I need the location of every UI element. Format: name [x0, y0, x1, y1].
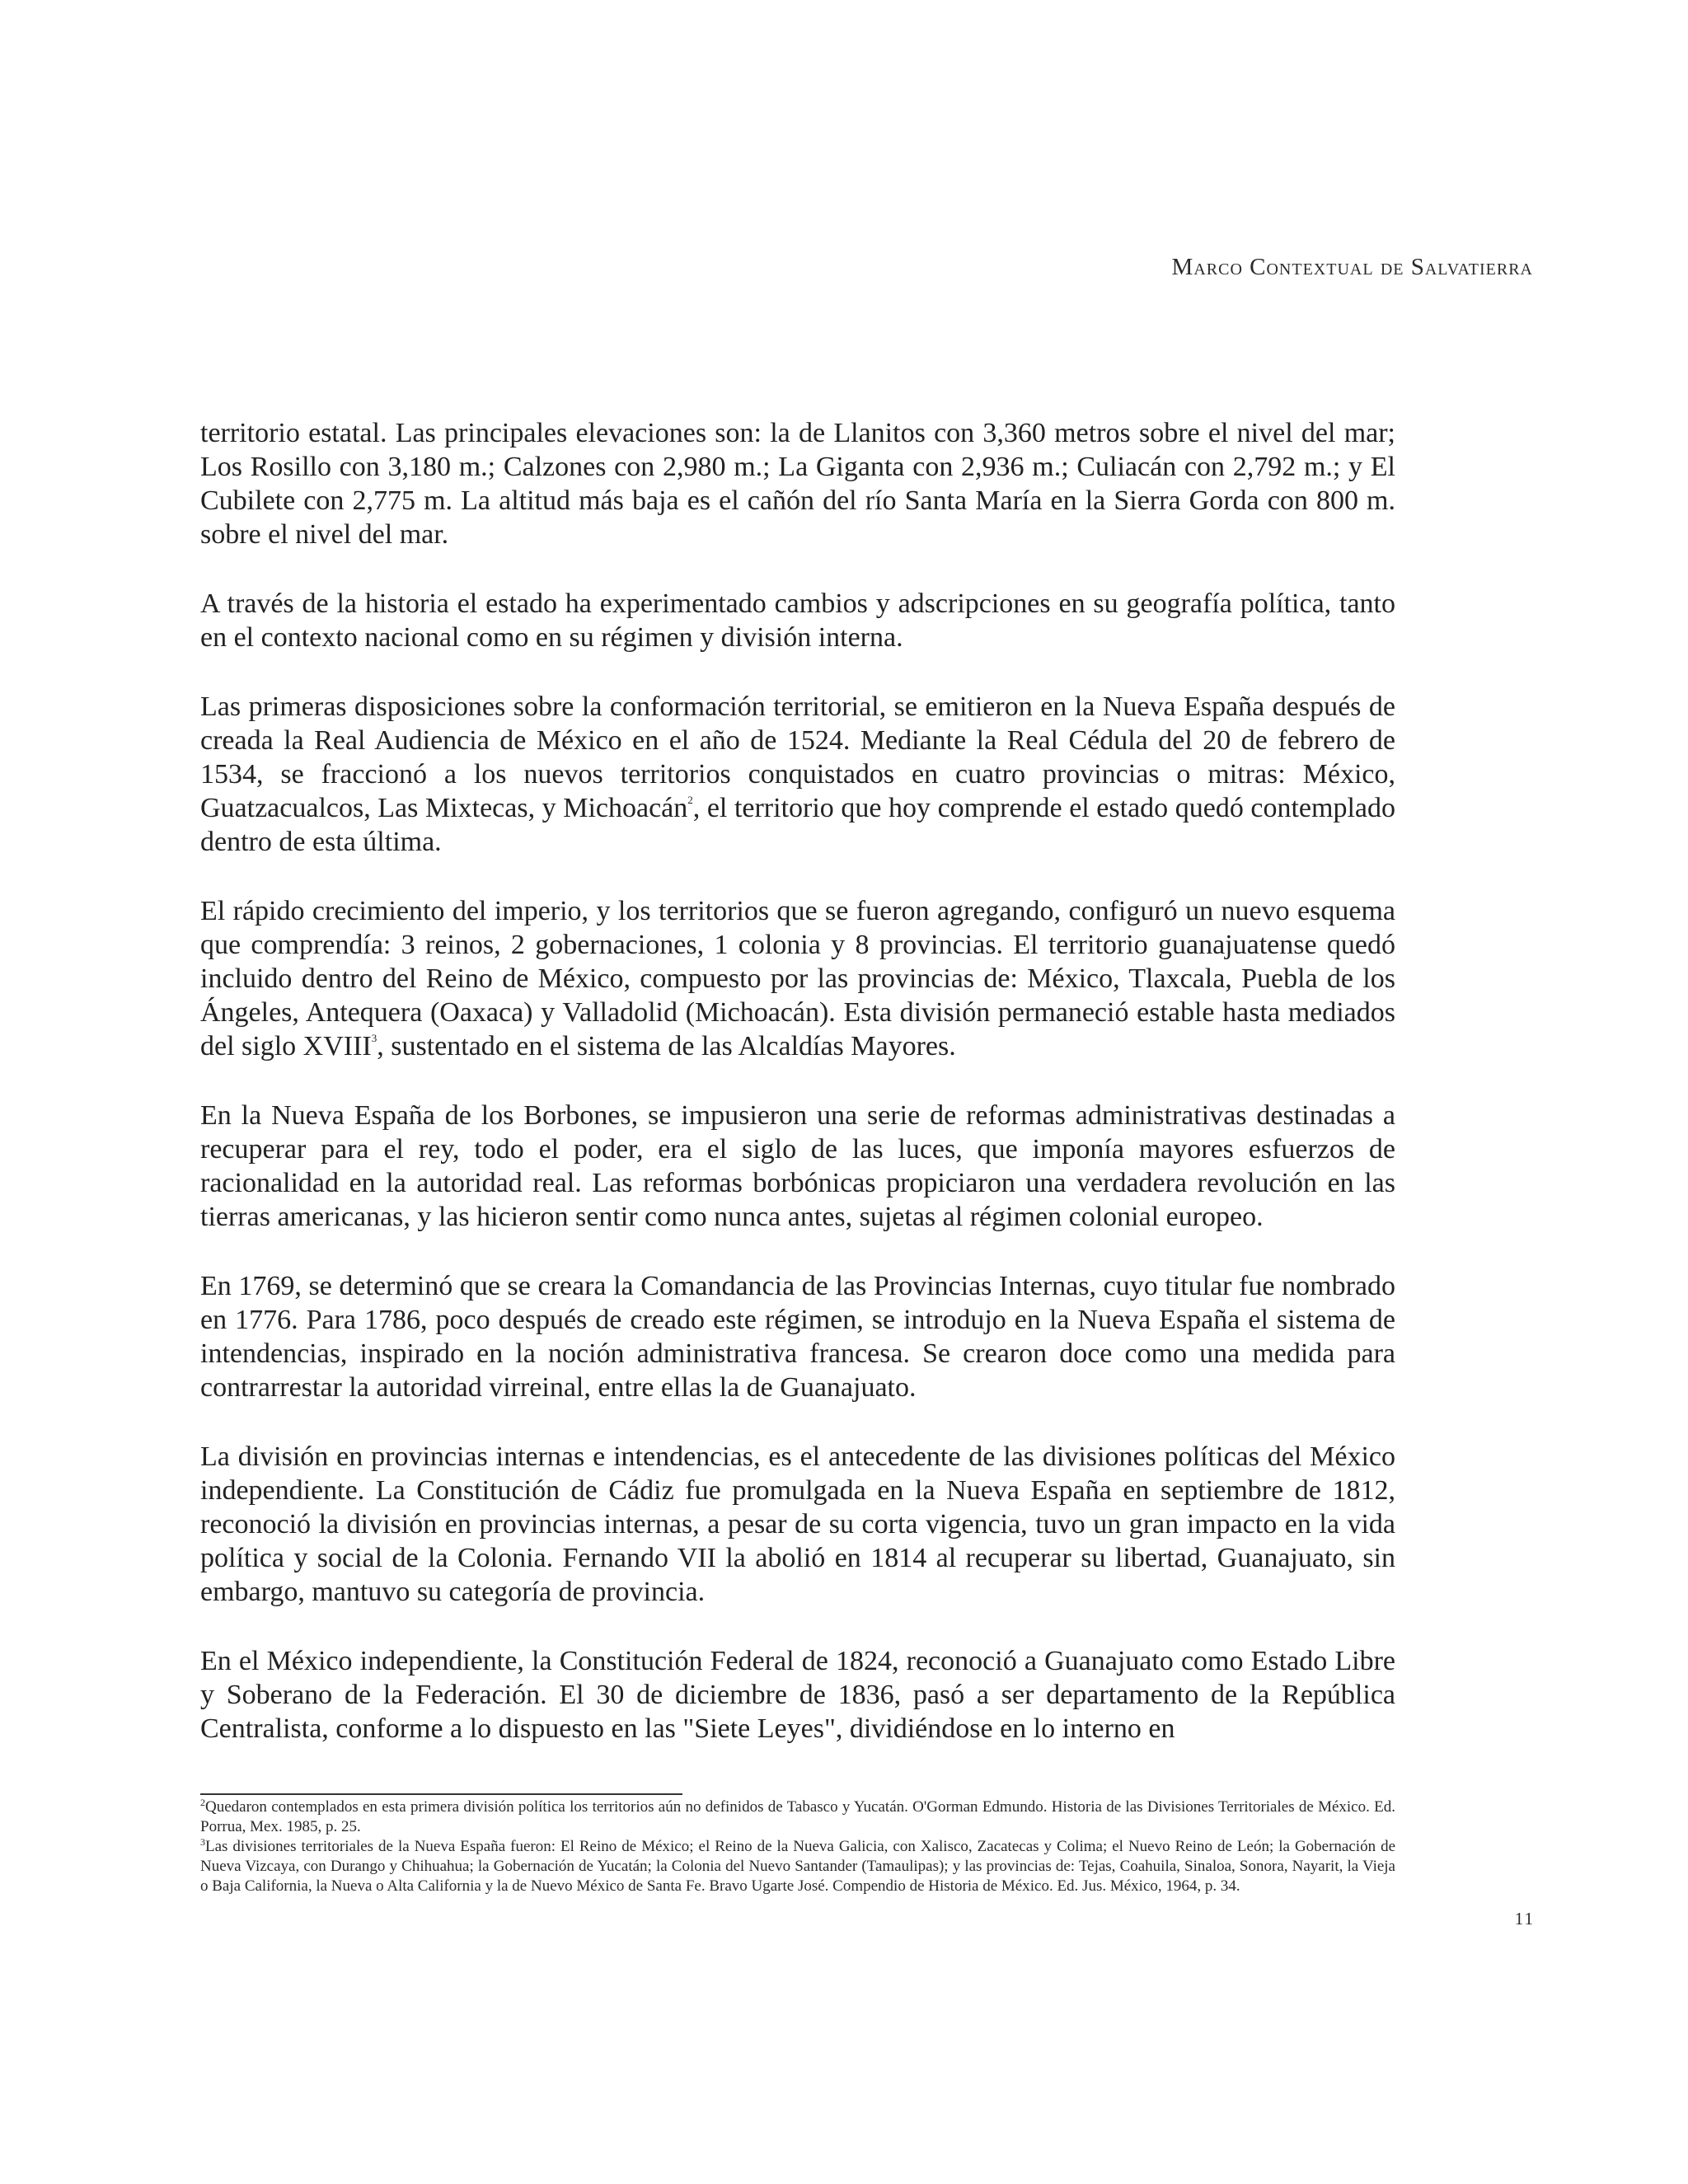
footnote-reference[interactable]: 3 [371, 1032, 377, 1044]
footnote-text: Quedaron contemplados en esta primera división política los territorios aún no definidos de Tabasco y Yucatán. O'Gorman Edmundo. Historia de las Divisiones Territoriales de México. Ed. Porrua, Mex. 1985, p. 25. [200, 1798, 1395, 1835]
paragraph-political-geography: A través de la historia el estado ha experimentado cambios y adscripciones en su geografía política, tanto en el contexto nacional como en su régimen y división interna. [200, 588, 1395, 653]
running-header: Marco Contextual de Salvatierra [1171, 254, 1533, 280]
paragraph-text: , el territorio que hoy comprende el estado quedó contemplado dentro de esta última. [200, 793, 1395, 857]
page-number: 11 [1514, 1909, 1535, 1929]
paragraph-text: El rápido crecimiento del imperio, y los territorios que se fueron agregando, configuró un nuevo esquema que comprendía: 3 reinos, 2 gobernaciones, 1 colonia y 8 provincias. El territorio guanajuatense quedó incluido dentro del Reino de México, compuesto por las provincias de: México, Tlaxcala, Puebla de los Ángeles, Antequera (Oaxaca) y Valladolid (Michoacán). Esta división permaneció estable hasta mediados del siglo XVIII [200, 896, 1395, 1062]
footnote-divider [200, 1793, 682, 1795]
footnote-number: 2 [200, 1797, 205, 1808]
footnote-reference[interactable]: 2 [687, 794, 693, 806]
footnote-item [200, 1797, 1395, 1837]
paragraph-text: Las primeras disposiciones sobre la conformación territorial, se emitieron en la Nueva España después de creada la Real Audiencia de México en el año de 1524. Mediante la Real Cédula del 20 de febrero de 1534, se fraccionó a los nuevos territorios conquistados en cuatro provincias o mitras: México, Guatzacualcos, Las Mixtecas, y Michoacán [200, 691, 1395, 823]
footnote-item [200, 1837, 1395, 1896]
paragraph-empire-growth [200, 894, 1395, 1063]
footnotes [200, 1797, 1395, 1896]
paragraph-provincial-division: La división en provincias internas e intendencias, es el antecedente de las divisiones políticas del México independiente. La Constitución de Cádiz fue promulgada en la Nueva España en septiembre de 1812, reconoció la división en provincias internas, a pesar de su corta vigencia, tuvo un gran impacto en la vida política y social de la Colonia. Fernando VII la abolió en 1814 al recuperar su libertad, Guanajuato, sin embargo, mantuvo su categoría de provincia. [200, 1441, 1395, 1607]
paragraph-elevations: territorio estatal. Las principales elevaciones son: la de Llanitos con 3,360 metros sobre el nivel del mar; Los Rosillo con 3,180 m.; Calzones con 2,980 m.; La Giganta con 2,936 m.; Culiacán con 2,792 m.; y El Cubilete con 2,775 m. La altitud más baja es el cañón del río Santa María en la Sierra Gorda con 800 m. sobre el nivel del mar. [200, 418, 1395, 550]
paragraph-intendencias: En 1769, se determinó que se creara la Comandancia de las Provincias Internas, cuyo titular fue nombrado en 1776. Para 1786, poco después de creado este régimen, se introdujo en la Nueva España el sistema de intendencias, inspirado en la noción administrativa francesa. Se crearon doce como una medida para contrarrestar la autoridad virreinal, entre ellas la de Guanajuato. [200, 1271, 1395, 1403]
paragraph-first-dispositions [200, 690, 1395, 859]
footnote-text: Las divisiones territoriales de la Nueva España fueron: El Reino de México; el Reino de la Nueva Galicia, con Xalisco, Zacatecas y Colima; el Nuevo Reino de León; la Gobernación de Nueva Vizcaya, con Durango y Chihuahua; la Gobernación de Yucatán; la Colonia del Nuevo Santander (Tamaulipas); y las provincias de: Tejas, Coahuila, Sinaloa, Sonora, Nayarit, la Vieja o Baja California, la Nueva o Alta California y la de Nuevo México de Santa Fe. Bravo Ugarte José. Compendio de Historia de México. Ed. Jus. México, 1964, p. 34. [200, 1838, 1395, 1895]
paragraph-bourbon-reforms: En la Nueva España de los Borbones, se impusieron una serie de reformas administrativas destinadas a recuperar para el rey, todo el poder, era el siglo de las luces, que imponía mayores esfuerzos de racionalidad en la autoridad real. Las reformas borbónicas propiciaron una verdadera revolución en las tierras americanas, y las hicieron sentir como nunca antes, sujetas al régimen colonial europeo. [200, 1100, 1395, 1232]
paragraph-independent-mexico: En el México independiente, la Constitución Federal de 1824, reconoció a Guanajuato como Estado Libre y Soberano de la Federación. El 30 de diciembre de 1836, pasó a ser departamento de la República Centralista, conforme a lo dispuesto en las "Siete Leyes", dividiéndose en lo interno en [200, 1646, 1395, 1744]
footnote-number: 3 [200, 1836, 205, 1848]
paragraph-text: , sustentado en el sistema de las Alcaldías Mayores. [377, 1031, 956, 1062]
body-text [200, 416, 1395, 1746]
